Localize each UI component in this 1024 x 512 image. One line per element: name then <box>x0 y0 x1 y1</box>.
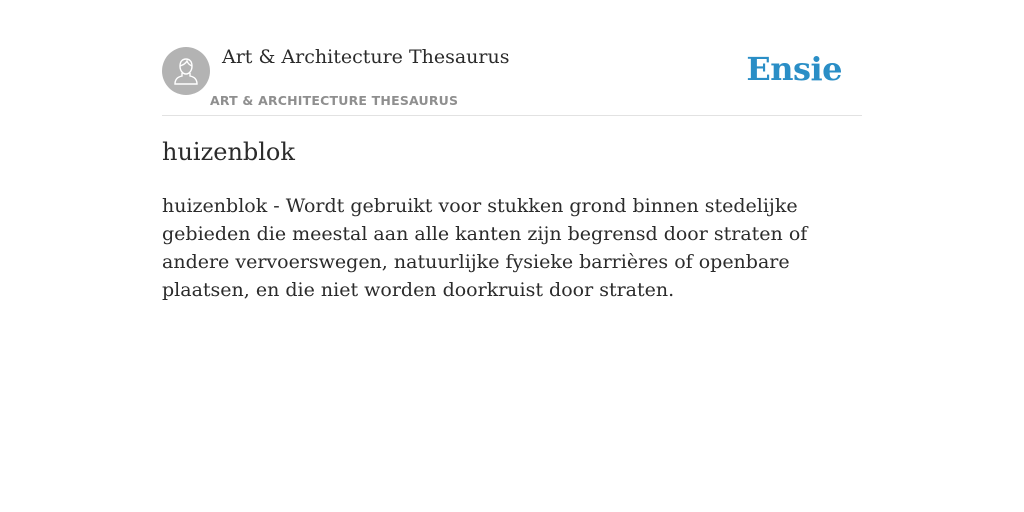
source-header <box>162 40 862 116</box>
source-title-link[interactable]: Art & Architecture Thesaurus <box>222 46 510 68</box>
user-icon[interactable] <box>162 47 210 95</box>
term-heading: huizenblok <box>162 138 295 166</box>
ensie-logo-link[interactable]: Ensie <box>746 50 842 88</box>
definition-text: huizenblok - Wordt gebruikt voor stukken grond binnen stedelijke gebieden die meestal aan alle kanten zijn begrensd door straten of andere vervoerswegen, natuurlijke fysieke barrières of openbare plaatsen, en die niet worden doorkruist door straten. <box>162 195 808 301</box>
source-subtitle: ART & ARCHITECTURE THESAURUS <box>210 93 459 108</box>
